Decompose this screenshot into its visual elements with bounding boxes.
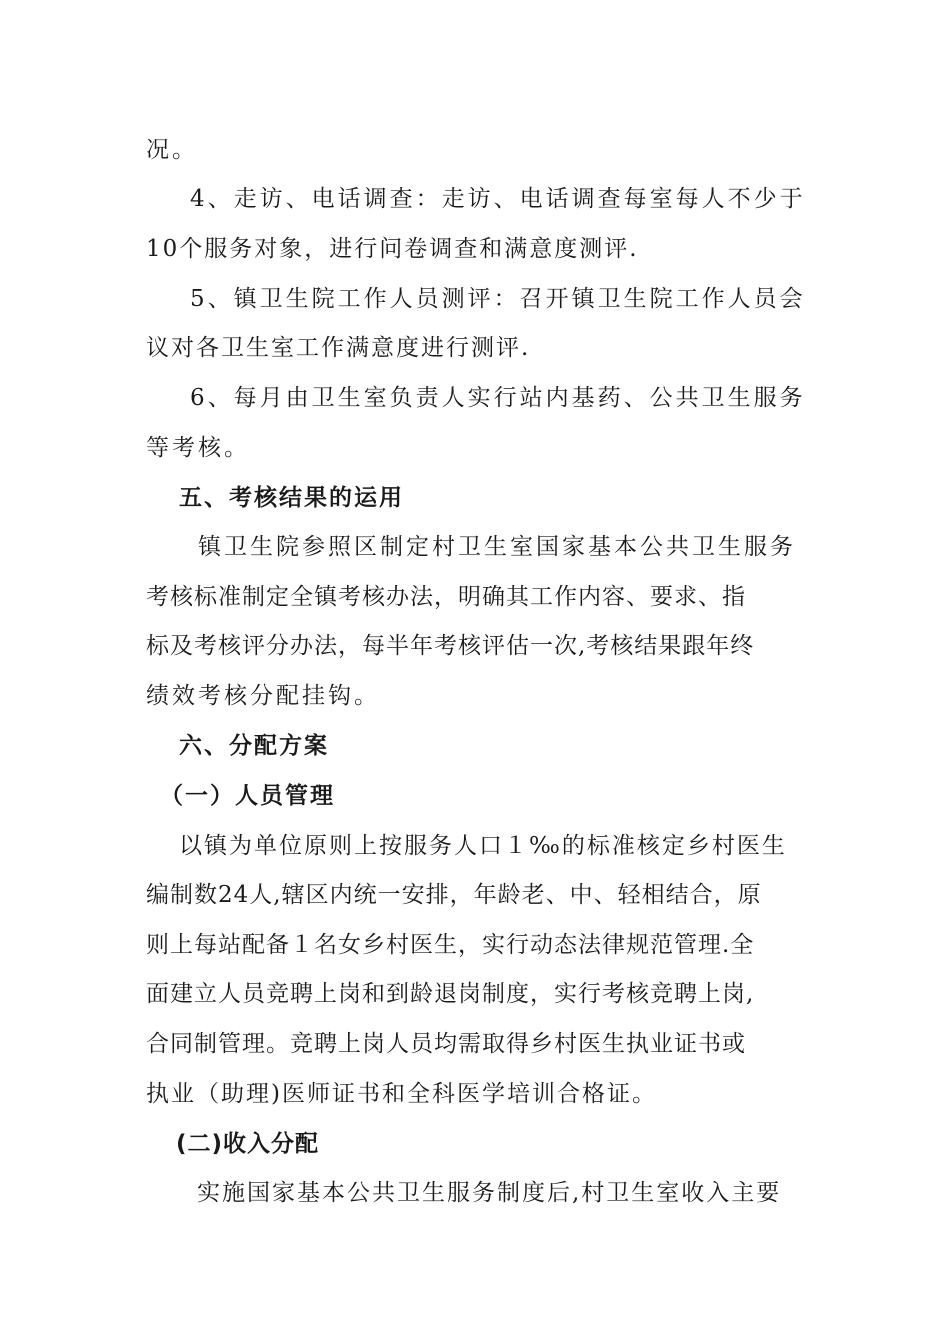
text-line: 编制数24人,辖区内统一安排，年龄老、中、轻相结合，原 <box>146 882 762 908</box>
text-line: 绩效考核分配挂钩。 <box>146 683 380 709</box>
text-line: 面建立人员竞聘上岗和到龄退岗制度，实行考核竞聘上岗, <box>146 981 755 1007</box>
text-line: 况。 <box>146 137 198 163</box>
text-line: 议对各卫生室工作满意度进行测评. <box>146 335 531 361</box>
text-line: 10个服务对象，进行问卷调查和满意度测评. <box>146 236 639 262</box>
subsection-heading-1: （一）人员管理 <box>160 783 335 809</box>
text-line: 标及考核评分办法，每半年考核评估一次,考核结果跟年终 <box>146 633 755 659</box>
text-line: 则上每站配备１名女乡村医生，实行动态法律规范管理.全 <box>146 932 755 958</box>
text-line: 考核标准制定全镇考核办法，明确其工作内容、要求、指 <box>146 584 746 610</box>
section-heading-5: 五、考核结果的运用 <box>179 485 404 511</box>
text-line: 5、镇卫生院工作人员测评：召开镇卫生院工作人员会 <box>190 286 806 312</box>
text-line: 实施国家基本公共卫生服务制度后,村卫生室收入主要 <box>197 1180 782 1206</box>
text-line: 等考核。 <box>146 435 250 461</box>
text-line: 执业（助理)医师证书和全科医学培训合格证。 <box>146 1081 657 1107</box>
text-line: 6、每月由卫生室负责人实行站内基药、公共卫生服务 <box>190 385 806 411</box>
text-line: 以镇为单位原则上按服务人口１‰的标准核定乡村医生 <box>179 833 787 859</box>
text-line: 镇卫生院参照区制定村卫生室国家基本公共卫生服务 <box>198 534 796 560</box>
text-line: 4、走访、电话调查：走访、电话调查每室每人不少于 <box>190 186 806 212</box>
subsection-heading-2: (二)收入分配 <box>176 1131 320 1157</box>
text-line: 合同制管理。竞聘上岗人员均需取得乡村医生执业证书或 <box>146 1031 746 1057</box>
section-heading-6: 六、分配方案 <box>179 733 329 759</box>
